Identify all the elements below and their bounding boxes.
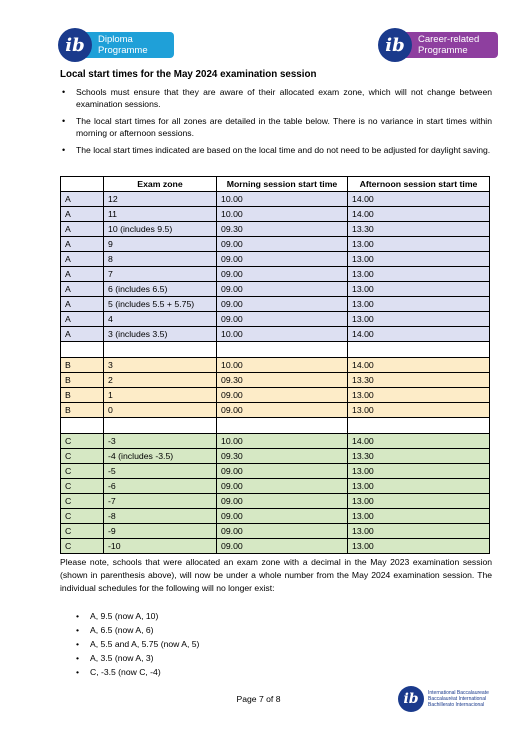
page-number: Page 7 of 8 (236, 694, 281, 704)
list-item: • A, 6.5 (now A, 6) (76, 623, 199, 637)
footer-logo-line: International Baccalaureate (428, 689, 489, 696)
afternoon-start-cell: 13.00 (348, 539, 490, 554)
morning-start-cell: 09.00 (217, 524, 348, 539)
spacer-cell (104, 342, 217, 358)
morning-start-cell: 10.00 (217, 207, 348, 222)
spacer-cell (61, 342, 104, 358)
group-cell: A (61, 207, 104, 222)
exam-zone-cell: 10 (includes 9.5) (104, 222, 217, 237)
header-afternoon: Afternoon session start time (348, 177, 490, 192)
logo-line: Diploma (98, 34, 133, 45)
ib-logo-icon: ib (58, 28, 92, 62)
afternoon-start-cell: 13.00 (348, 464, 490, 479)
group-cell: A (61, 312, 104, 327)
group-cell: C (61, 524, 104, 539)
table-row (61, 373, 490, 388)
exam-zone-cell: -4 (includes -3.5) (104, 449, 217, 464)
morning-start-cell: 09.30 (217, 222, 348, 237)
exam-zone-cell: 3 (includes 3.5) (104, 327, 217, 342)
afternoon-start-cell: 13.00 (348, 509, 490, 524)
exam-zone-cell: -6 (104, 479, 217, 494)
group-cell: B (61, 373, 104, 388)
exam-zone-cell: -10 (104, 539, 217, 554)
exam-zone-cell: 4 (104, 312, 217, 327)
exam-zone-cell: -3 (104, 434, 217, 449)
morning-start-cell: 10.00 (217, 192, 348, 207)
bullet-item: • Schools must ensure that they are aware of their allocated exam zone, which will not change between examination sessions. (60, 87, 492, 110)
afternoon-start-cell: 14.00 (348, 434, 490, 449)
table-row (61, 524, 490, 539)
table-row (61, 237, 490, 252)
table-row (61, 282, 490, 297)
ib-logo-icon: ib (378, 28, 412, 62)
section-heading: Local start times for the May 2024 examination session (60, 69, 317, 80)
morning-start-cell: 09.00 (217, 237, 348, 252)
spacer-cell (348, 418, 490, 434)
ib-footer-text (428, 690, 489, 709)
footer-logo-line: Baccalauréat International (428, 695, 487, 702)
list-item: • A, 3.5 (now A, 3) (76, 651, 199, 665)
exam-zone-cell: 12 (104, 192, 217, 207)
group-cell: C (61, 449, 104, 464)
group-cell: A (61, 192, 104, 207)
exam-zone-cell: 1 (104, 388, 217, 403)
exam-zone-cell: 3 (104, 358, 217, 373)
decimal-zone-note: Please note, schools that were allocated an exam zone with a decimal in the May 2023 examination session (shown in parenthesis above), will now be under a whole number from the May 2024 examination session. The individual schedules for the following will no longer exist: (60, 557, 492, 593)
header-group (61, 177, 104, 192)
header-exam-zone: Exam zone (104, 177, 217, 192)
afternoon-start-cell: 13.00 (348, 267, 490, 282)
group-cell: A (61, 252, 104, 267)
table-row (61, 509, 490, 524)
table-row (61, 222, 490, 237)
exam-zone-cell: -8 (104, 509, 217, 524)
group-cell: C (61, 479, 104, 494)
morning-start-cell: 09.00 (217, 312, 348, 327)
morning-start-cell: 09.00 (217, 297, 348, 312)
exam-zone-cell: 11 (104, 207, 217, 222)
group-cell: C (61, 464, 104, 479)
table-header-row (61, 177, 490, 192)
afternoon-start-cell: 13.00 (348, 237, 490, 252)
spacer-cell (61, 418, 104, 434)
exam-zone-cell: -5 (104, 464, 217, 479)
logo-line: Career-related (418, 34, 480, 45)
morning-start-cell: 09.00 (217, 539, 348, 554)
afternoon-start-cell: 13.00 (348, 312, 490, 327)
afternoon-start-cell: 13.00 (348, 524, 490, 539)
group-cell: B (61, 388, 104, 403)
group-cell: A (61, 282, 104, 297)
table-row (61, 327, 490, 342)
career-related-label (406, 32, 498, 58)
table-spacer-row (61, 418, 490, 434)
spacer-cell (104, 418, 217, 434)
afternoon-start-cell: 13.00 (348, 388, 490, 403)
exam-zone-cell: 0 (104, 403, 217, 418)
exam-zone-cell: 5 (includes 5.5 + 5.75) (104, 297, 217, 312)
morning-start-cell: 09.30 (217, 449, 348, 464)
spacer-cell (217, 342, 348, 358)
morning-start-cell: 10.00 (217, 434, 348, 449)
exam-zone-cell: 8 (104, 252, 217, 267)
table-row (61, 434, 490, 449)
table-row (61, 312, 490, 327)
group-cell: A (61, 237, 104, 252)
table-row (61, 449, 490, 464)
morning-start-cell: 09.00 (217, 509, 348, 524)
table-row (61, 494, 490, 509)
table-row (61, 207, 490, 222)
afternoon-start-cell: 13.00 (348, 494, 490, 509)
table-body (61, 192, 490, 554)
group-cell: C (61, 494, 104, 509)
exam-zone-cell: 2 (104, 373, 217, 388)
exam-zone-table (60, 176, 490, 554)
group-cell: C (61, 539, 104, 554)
list-item: • C, -3.5 (now C, -4) (76, 665, 199, 679)
exam-zone-cell: -9 (104, 524, 217, 539)
table-row (61, 388, 490, 403)
exam-zone-cell: 6 (includes 6.5) (104, 282, 217, 297)
afternoon-start-cell: 13.00 (348, 282, 490, 297)
group-cell: C (61, 509, 104, 524)
morning-start-cell: 09.00 (217, 252, 348, 267)
morning-start-cell: 09.00 (217, 494, 348, 509)
afternoon-start-cell: 13.00 (348, 403, 490, 418)
afternoon-start-cell: 13.30 (348, 449, 490, 464)
ib-footer-logo (398, 686, 489, 712)
morning-start-cell: 09.00 (217, 388, 348, 403)
table-row (61, 539, 490, 554)
afternoon-start-cell: 13.00 (348, 297, 490, 312)
header-morning: Morning session start time (217, 177, 348, 192)
intro-bullet-list (60, 87, 492, 163)
afternoon-start-cell: 13.30 (348, 222, 490, 237)
morning-start-cell: 09.00 (217, 403, 348, 418)
footer-logo-line: Bachillerato Internacional (428, 702, 485, 709)
group-cell: C (61, 434, 104, 449)
table-row (61, 192, 490, 207)
table-row (61, 297, 490, 312)
morning-start-cell: 09.00 (217, 267, 348, 282)
table-row (61, 252, 490, 267)
afternoon-start-cell: 13.30 (348, 373, 490, 388)
bullet-item: • The local start times indicated are based on the local time and do not need to be adjusted for daylight saving. (60, 145, 492, 157)
afternoon-start-cell: 13.00 (348, 252, 490, 267)
exam-zone-cell: 9 (104, 237, 217, 252)
diploma-programme-logo (58, 27, 174, 63)
group-cell: A (61, 222, 104, 237)
diploma-programme-label (86, 32, 174, 58)
table-row (61, 267, 490, 282)
afternoon-start-cell: 13.00 (348, 479, 490, 494)
afternoon-start-cell: 14.00 (348, 358, 490, 373)
list-item: • A, 9.5 (now A, 10) (76, 609, 199, 623)
morning-start-cell: 09.00 (217, 282, 348, 297)
list-item: • A, 5.5 and A, 5.75 (now A, 5) (76, 637, 199, 651)
career-related-programme-logo (378, 27, 498, 63)
removed-schedules-list (76, 609, 199, 679)
spacer-cell (217, 418, 348, 434)
logo-line: Programme (418, 45, 468, 56)
morning-start-cell: 10.00 (217, 358, 348, 373)
afternoon-start-cell: 14.00 (348, 192, 490, 207)
morning-start-cell: 09.00 (217, 464, 348, 479)
exam-zone-cell: -7 (104, 494, 217, 509)
spacer-cell (348, 342, 490, 358)
group-cell: B (61, 358, 104, 373)
table-row (61, 479, 490, 494)
table-row (61, 358, 490, 373)
group-cell: A (61, 327, 104, 342)
morning-start-cell: 09.00 (217, 479, 348, 494)
morning-start-cell: 09.30 (217, 373, 348, 388)
afternoon-start-cell: 14.00 (348, 207, 490, 222)
morning-start-cell: 10.00 (217, 327, 348, 342)
table-row (61, 403, 490, 418)
exam-zone-cell: 7 (104, 267, 217, 282)
table-spacer-row (61, 342, 490, 358)
bullet-item: • The local start times for all zones are detailed in the table below. There is no variance in start times within morning or afternoon sessions. (60, 116, 492, 139)
logo-line: Programme (98, 45, 148, 56)
ib-logo-icon: ib (398, 686, 424, 712)
afternoon-start-cell: 14.00 (348, 327, 490, 342)
group-cell: B (61, 403, 104, 418)
group-cell: A (61, 267, 104, 282)
table-row (61, 464, 490, 479)
group-cell: A (61, 297, 104, 312)
